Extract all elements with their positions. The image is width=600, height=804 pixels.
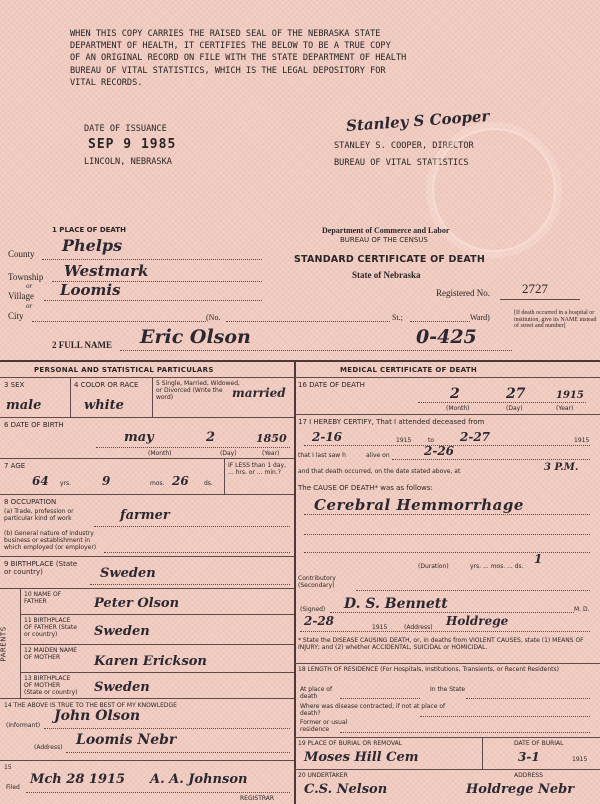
village-value: Loomis bbox=[60, 281, 121, 299]
county-label: County bbox=[8, 249, 35, 259]
signed-label: (Signed) bbox=[300, 606, 326, 613]
death-month-cap: (Month) bbox=[446, 405, 470, 412]
death-month: 2 bbox=[450, 386, 460, 402]
father-birthplace-value: Sweden bbox=[94, 624, 150, 639]
parents-text: PARENTS bbox=[0, 626, 8, 662]
attended-to: 2-27 bbox=[460, 430, 491, 444]
undertaker-value: C.S. Nelson bbox=[304, 782, 388, 797]
color-label: 4 COLOR OR RACE bbox=[74, 381, 139, 389]
death-day: 27 bbox=[506, 386, 526, 402]
ward-label: Ward) bbox=[470, 313, 490, 322]
department-line: Department of Commerce and Labor bbox=[322, 226, 450, 235]
father-birthplace-label: 11 BIRTHPLACE OF FATHER (State or country) bbox=[24, 617, 77, 638]
contributory-label: Contributory (Secondary) bbox=[298, 575, 336, 589]
burial-label: 19 PLACE OF BURIAL OR REMOVAL bbox=[298, 740, 403, 747]
issuance-label: DATE OF ISSUANCE bbox=[84, 124, 167, 134]
township-value: Westmark bbox=[64, 262, 149, 280]
stamp-line: OF AN ORIGINAL RECORD ON FILE WITH THE STATE DEPARTMENT OF HEALTH bbox=[70, 53, 407, 64]
or-label: or bbox=[26, 282, 33, 290]
md-label: M. D. bbox=[574, 606, 590, 613]
duration-label: (Duration) bbox=[418, 563, 449, 570]
birth-year: 1850 bbox=[256, 432, 287, 445]
birthplace-value: Sweden bbox=[100, 566, 156, 581]
medical-heading: MEDICAL CERTIFICATE OF DEATH bbox=[340, 366, 478, 374]
place-of-death-label: 1 PLACE OF DEATH bbox=[52, 226, 126, 234]
father-name-label: 10 NAME OF FATHER bbox=[24, 591, 62, 605]
occupation-value: farmer bbox=[120, 508, 170, 523]
signed-value: D. S. Bennett bbox=[344, 596, 448, 612]
less-than-day: IF LESS than 1 day, ... hrs. or ... min.? bbox=[228, 462, 286, 476]
age-months-cap: mos. bbox=[150, 480, 165, 487]
parents-label bbox=[2, 620, 18, 670]
street-label: St.; bbox=[392, 313, 403, 322]
birthplace-label: 9 BIRTHPLACE (State or country) bbox=[4, 560, 78, 576]
signed-date: 2-28 bbox=[304, 614, 335, 628]
director-signature: Stanley S Cooper bbox=[345, 107, 490, 135]
duration-units: yrs. ... mos. ... ds. bbox=[470, 563, 524, 570]
death-year: 1915 bbox=[556, 390, 584, 401]
cause-label: The CAUSE OF DEATH* was as follows: bbox=[298, 484, 433, 492]
informant-address-cap: (Address) bbox=[34, 744, 63, 751]
marital-value: married bbox=[232, 386, 286, 400]
registered-number: 2727 bbox=[522, 281, 548, 296]
death-day-cap: (Day) bbox=[506, 405, 523, 412]
filed-value: Mch 28 1915 bbox=[30, 772, 126, 787]
stamp-line: VITAL RECORDS. bbox=[70, 77, 143, 88]
burial-year: 1915 bbox=[572, 756, 588, 763]
undertaker-address: Holdrege Nebr bbox=[466, 782, 575, 797]
cause-footnote: * State the DISEASE CAUSING DEATH, or, in deaths from VIOLENT CAUSES, state (1) MEANS OF INJURY; and (2) whether ACCIDENTAL, SUICIDAL or HOMICIDAL. bbox=[298, 637, 584, 651]
street-number-label: (No. bbox=[206, 313, 221, 322]
attended-from: 2-16 bbox=[312, 430, 343, 444]
death-occurred-label: and that death occurred, on the date stated above, at bbox=[298, 468, 461, 475]
birth-year-cap: (Year) bbox=[262, 450, 280, 457]
signed-address-cap: (Address) bbox=[404, 624, 433, 631]
last-saw-value: 2-26 bbox=[424, 444, 455, 458]
certification-stamp bbox=[70, 28, 540, 89]
death-date-label: 16 DATE OF DEATH bbox=[298, 381, 365, 389]
file-code: 0-425 bbox=[416, 326, 477, 348]
personal-heading: PERSONAL AND STATISTICAL PARTICULARS bbox=[34, 366, 214, 374]
burial-value: Moses Hill Cem bbox=[304, 750, 419, 765]
year-end: 1915 bbox=[574, 437, 590, 444]
raised-seal bbox=[432, 128, 556, 252]
stamp-line: WHEN THIS COPY CARRIES THE RAISED SEAL OF THE NEBRASKA STATE bbox=[70, 29, 381, 39]
marital-label: 5 Single, Married, Widowed, or Divorced (Write the word) bbox=[156, 380, 240, 401]
county-value: Phelps bbox=[62, 236, 123, 255]
bureau-census: BUREAU OF THE CENSUS bbox=[340, 236, 428, 244]
death-time: 3 P.M. bbox=[544, 462, 579, 473]
director-name: STANLEY S. COOPER, DIRECTOR bbox=[334, 141, 474, 151]
stamp-line: DEPARTMENT OF HEALTH, IT CERTIFIES THE BELOW TO BE A TRUE COPY bbox=[70, 41, 391, 52]
duration-value: 1 bbox=[534, 552, 543, 566]
age-years-cap: yrs. bbox=[60, 480, 72, 487]
birth-month: may bbox=[124, 430, 154, 445]
sex-label: 3 SEX bbox=[4, 381, 25, 389]
occupation-label: 8 OCCUPATION bbox=[4, 498, 57, 506]
informant-value: John Olson bbox=[54, 708, 141, 724]
last-saw-label: that I last saw h bbox=[298, 452, 346, 459]
filed-label: Filed bbox=[6, 784, 20, 791]
stamp-line: BUREAU OF VITAL STATISTICS, WHICH IS THE LEGAL DEPOSITORY FOR bbox=[70, 65, 386, 76]
residence-label: 18 LENGTH OF RESIDENCE (For Hospitals, Institutions, Transients, or Recent Residents) bbox=[298, 666, 559, 673]
full-name-label: 2 FULL NAME bbox=[52, 340, 113, 350]
registrar-value: A. A. Johnson bbox=[150, 772, 248, 787]
in-state-label: In the State bbox=[430, 686, 466, 693]
signed-address: Holdrege bbox=[446, 614, 509, 628]
mother-name-value: Karen Erickson bbox=[94, 654, 207, 669]
hospital-note: [If death occurred in a hospital or institution, give its NAME instead of street and number] bbox=[514, 310, 597, 330]
state-name: State of Nebraska bbox=[352, 270, 421, 280]
or-label: or bbox=[26, 302, 33, 310]
age-label: 7 AGE bbox=[4, 462, 26, 470]
age-years: 64 bbox=[32, 474, 49, 488]
former-residence-label: Former or usual residence bbox=[300, 719, 348, 733]
age-months: 9 bbox=[102, 474, 111, 488]
informant-label: 14 THE ABOVE IS TRUE TO THE BEST OF MY KNOWLEDGE bbox=[4, 702, 177, 709]
age-days-cap: ds. bbox=[204, 480, 213, 487]
bureau-name: BUREAU OF VITAL STATISTICS bbox=[334, 158, 469, 168]
filed-number: 15 bbox=[4, 764, 12, 771]
registered-label: Registered No. bbox=[436, 288, 490, 298]
age-days: 26 bbox=[172, 474, 189, 488]
birth-day-cap: (Day) bbox=[220, 450, 237, 457]
certificate-title: STANDARD CERTIFICATE OF DEATH bbox=[294, 254, 485, 265]
village-label: Village bbox=[8, 291, 34, 301]
occupation-trade: (a) Trade, profession or particular kind of work bbox=[4, 508, 74, 522]
township-label: Township bbox=[8, 272, 44, 282]
father-name-value: Peter Olson bbox=[94, 596, 180, 611]
issuance-date: SEP 9 1985 bbox=[88, 137, 177, 152]
mother-name-label: 12 MAIDEN NAME OF MOTHER bbox=[24, 647, 77, 661]
occupation-industry: (b) General nature of industry business or establishment in which employed (or employer) bbox=[4, 530, 97, 551]
at-place-label: At place of death bbox=[300, 686, 333, 700]
birth-day: 2 bbox=[206, 430, 216, 445]
mother-birthplace-value: Sweden bbox=[94, 680, 150, 695]
informant-cap: (Informant) bbox=[6, 722, 41, 729]
full-name-value: Eric Olson bbox=[140, 326, 251, 348]
year-mid: 1915 bbox=[396, 437, 412, 444]
burial-date-label: DATE OF BURIAL bbox=[514, 740, 564, 747]
color-value: white bbox=[84, 398, 124, 413]
alive-on-label: alive on bbox=[366, 452, 390, 459]
informant-address: Loomis Nebr bbox=[76, 732, 177, 748]
registrar-cap: REGISTRAR bbox=[240, 795, 275, 802]
birth-month-cap: (Month) bbox=[148, 450, 172, 457]
undertaker-address-label: ADDRESS bbox=[514, 772, 543, 779]
burial-date: 3-1 bbox=[518, 750, 540, 764]
to-label: to bbox=[428, 437, 435, 444]
cause-value: Cerebral Hemmorrhage bbox=[314, 496, 524, 514]
where-contracted-label: Where was disease contracted, if not at place of death? bbox=[300, 703, 446, 717]
issuance-city: LINCOLN, NEBRASKA bbox=[84, 157, 172, 167]
signed-year: 1915 bbox=[372, 624, 388, 631]
certify-label: 17 I HEREBY CERTIFY, That I attended deceased from bbox=[298, 418, 485, 426]
birth-date-label: 6 DATE OF BIRTH bbox=[4, 421, 64, 429]
sex-value: male bbox=[6, 398, 42, 413]
undertaker-label: 20 UNDERTAKER bbox=[298, 772, 348, 779]
city-label: City bbox=[8, 311, 24, 321]
mother-birthplace-label: 13 BIRTHPLACE OF MOTHER (State or country) bbox=[24, 675, 78, 696]
death-year-cap: (Year) bbox=[556, 405, 574, 412]
